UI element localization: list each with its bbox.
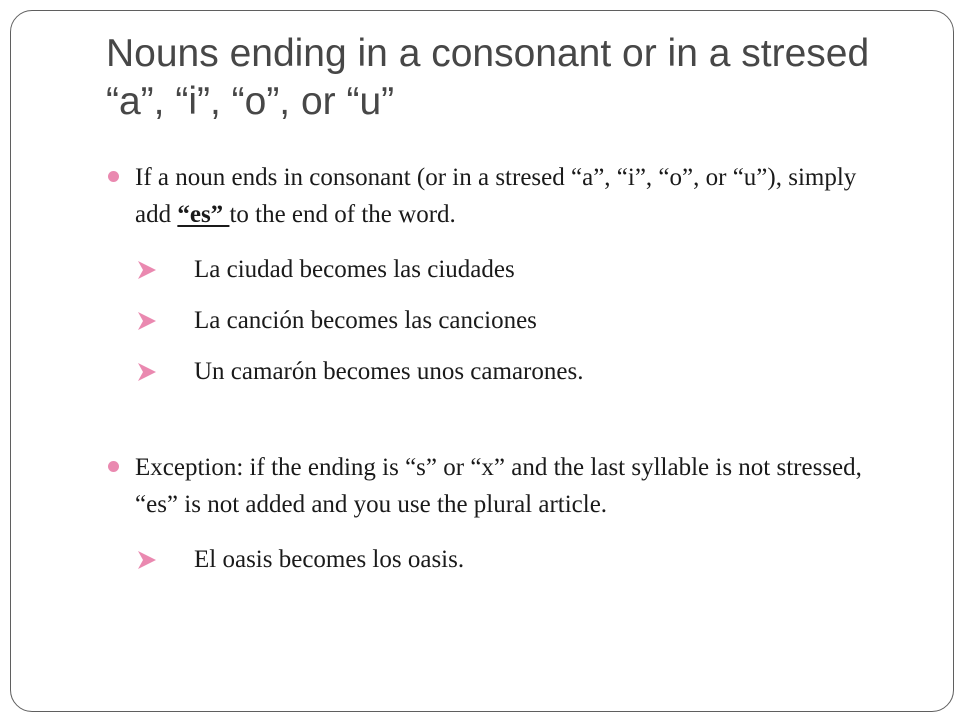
slide-title: Nouns ending in a consonant or in a stresed “a”, “i”, “o”, or “u”: [106, 32, 870, 123]
sub-item-text: La ciudad becomes las ciudades: [194, 256, 515, 283]
arrowhead-bullet-icon: [137, 260, 157, 280]
bullet-1-text-after: to the end of the word.: [229, 201, 456, 228]
sub-item-text: La canción becomes las canciones: [194, 307, 537, 334]
sub-item-text: Un camarón becomes unos camarones.: [194, 358, 584, 385]
sub-item-text: El oasis becomes los oasis.: [194, 546, 465, 573]
arrowhead-bullet-icon: [137, 550, 157, 570]
bullet-1-text-before: If a noun ends in consonant (or in a stresed “a”, “i”, “o”, or “u”), simply add: [135, 164, 857, 228]
arrowhead-bullet-icon: [137, 311, 157, 331]
es-emphasis: “es”: [177, 201, 230, 228]
bullet-paragraph-2: Exception: if the ending is “s” or “x” and the last syllable is not stressed, “es” is not added and you use the plural article.: [135, 454, 862, 518]
bullet-dot-icon: [108, 461, 119, 472]
bullet-dot-icon: [108, 171, 119, 182]
bullet-paragraph-1: [135, 159, 895, 233]
arrowhead-bullet-icon: [137, 362, 157, 382]
